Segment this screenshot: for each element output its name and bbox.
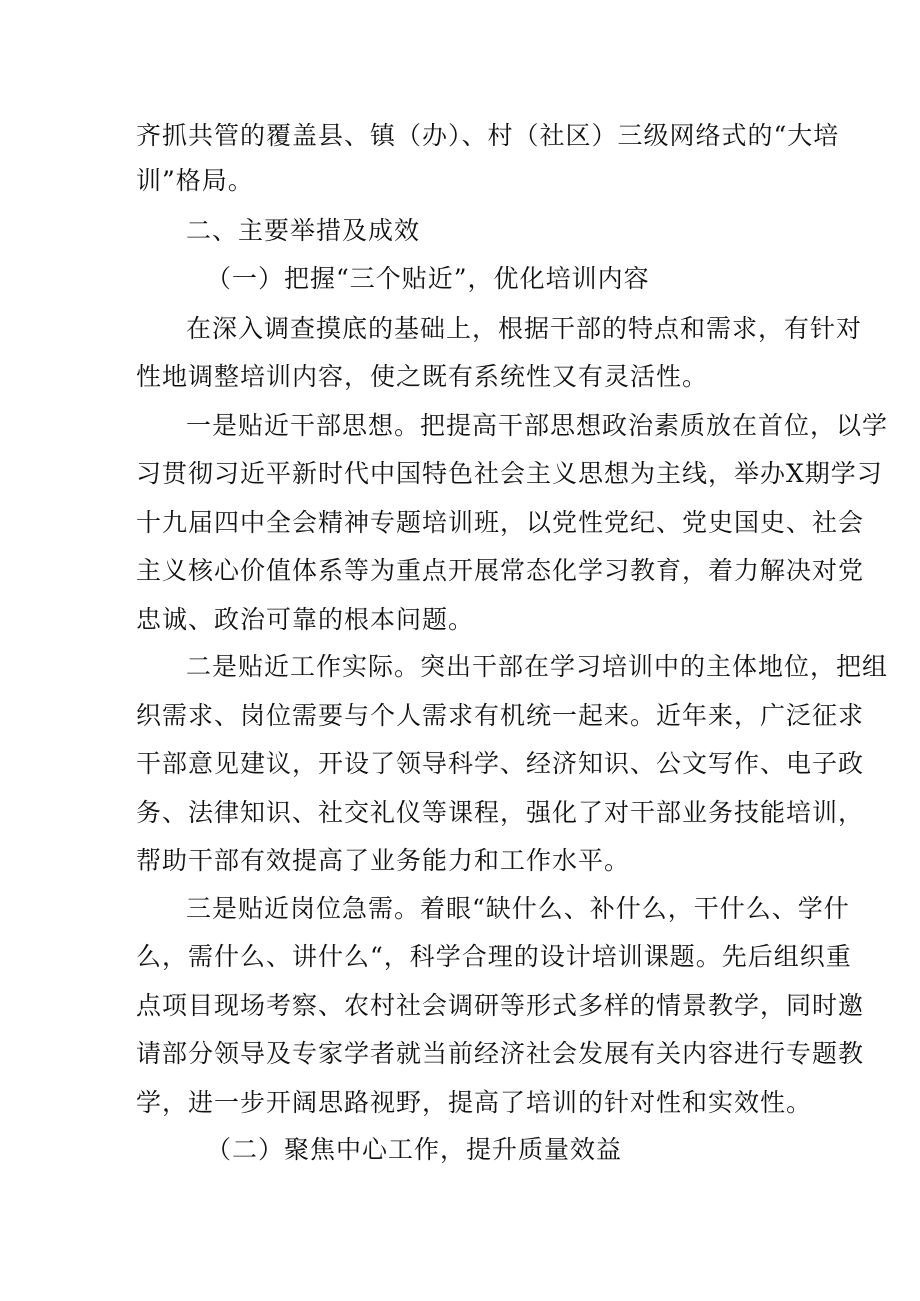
text-line: 务、法律知识、社交礼仪等课程，强化了对干部业务技能培训，: [136, 798, 865, 827]
text-line: 请部分领导及专家学者就当前经济社会发展有关内容进行专题教: [136, 1039, 865, 1068]
text-line: 十九届四中全会精神专题培训班，以党性党纪、党史国史、社会: [136, 508, 865, 537]
text-line: 忠诚、政治可靠的根本问题。: [136, 605, 475, 634]
text-line: 学，进一步开阔思路视野，提高了培训的针对性和实效性。: [136, 1088, 813, 1117]
text-line: 一是贴近干部思想。把提高干部思想政治素质放在首位，以学: [186, 411, 889, 440]
text-line: 织需求、岗位需要与个人需求有机统一起来。近年来，广泛征求: [136, 701, 865, 730]
text-line: 性地调整培训内容，使之既有系统性又有灵活性。: [136, 362, 709, 391]
text-line: 二是贴近工作实际。突出干部在学习培训中的主体地位，把组: [186, 652, 889, 681]
text-line: 训”格局。: [136, 166, 254, 195]
text-line: 齐抓共管的覆盖县、镇（办）、村（社区）三级网络式的“大培: [136, 121, 840, 150]
text-line: 么，需什么、讲什么“，科学合理的设计培训课题。先后组织重: [136, 942, 852, 971]
text-line: 在深入调查摸底的基础上，根据干部的特点和需求，有针对: [186, 314, 863, 343]
text-line: 点项目现场考察、农村社会调研等形式多样的情景教学，同时邀: [136, 991, 865, 1020]
text-line: 习贯彻习近平新时代中国特色社会主义思想为主线，举办X期学习: [136, 459, 883, 488]
section-heading: 二、主要举措及成效: [186, 216, 421, 245]
subsection-heading: （一）把握“三个贴近”，优化培训内容: [206, 264, 650, 293]
text-line: 三是贴近岗位急需。着眼“缺什么、补什么，干什么、学什: [186, 894, 850, 923]
text-line: 干部意见建议，开设了领导科学、经济知识、公文写作、电子政: [136, 749, 865, 778]
text-line: 主义核心价值体系等为重点开展常态化学习教育，着力解决对党: [136, 556, 865, 585]
text-line: 帮助干部有效提高了业务能力和工作水平。: [136, 846, 631, 875]
subsection-heading: （二）聚焦中心工作，提升质量效益: [206, 1135, 623, 1164]
